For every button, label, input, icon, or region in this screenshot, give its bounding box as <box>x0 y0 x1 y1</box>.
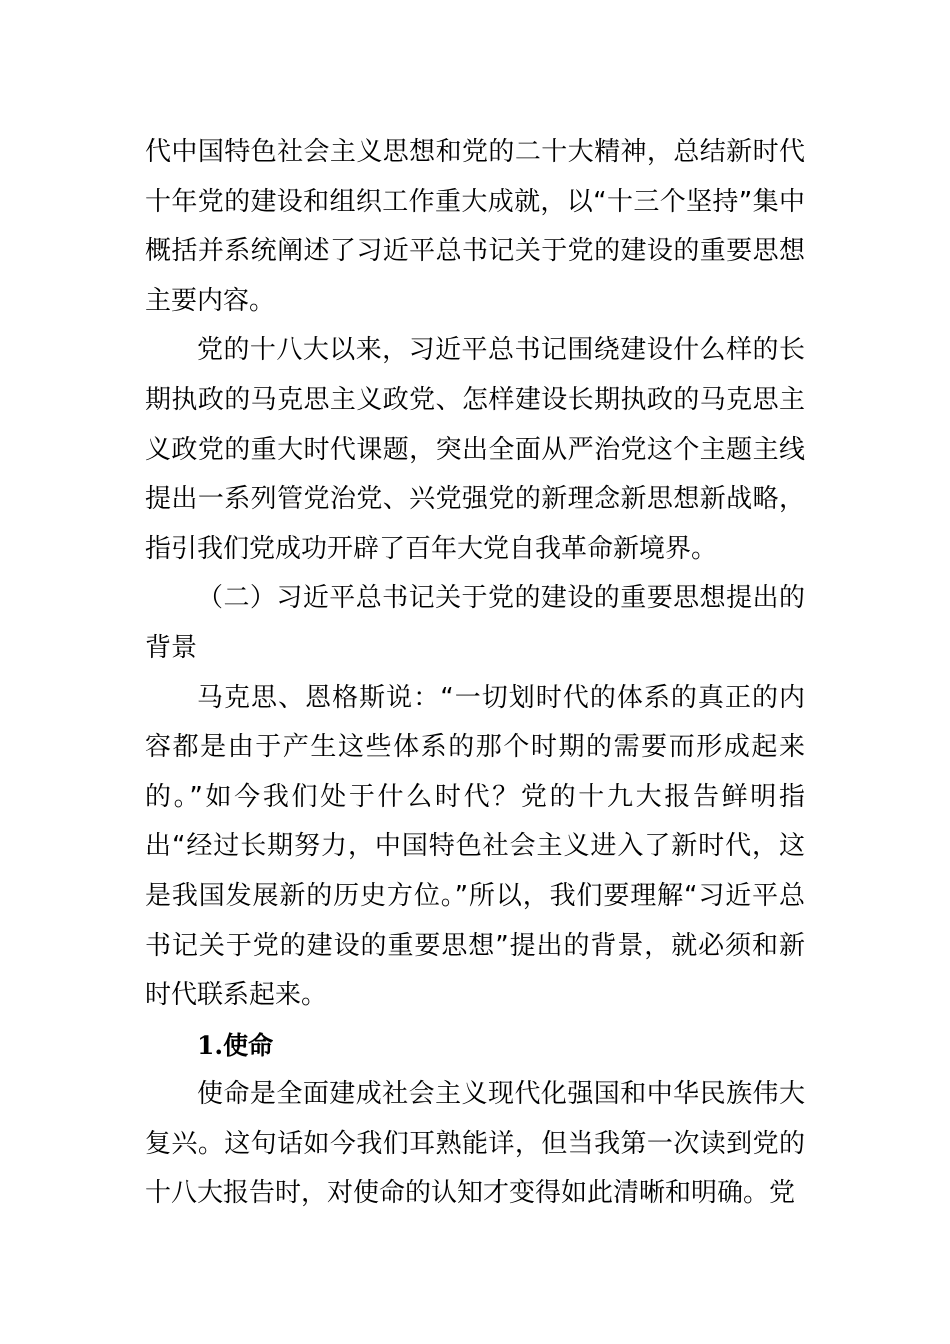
document-body <box>145 128 805 1219</box>
paragraph-mission: 使命是全面建成社会主义现代化强国和中华民族伟大复兴。这句话如今我们耳熟能详，但当我第一次读到党的十八大报告时，对使命的认知才变得如此清晰和明确。党 <box>145 1079 805 1209</box>
paragraph-marx-engels-quote: 马克思、恩格斯说：“一切划时代的体系的真正的内容都是由于产生这些体系的那个时期的需要而形成起来的。”如今我们处于什么时代？党的十九大报告鲜明指出“经过长期努力，中国特色社会主义进入了新时代，这是我国发展新的历史方位。”所以，我们要理解“习近平总书记关于党的建设的重要思想”提出的背景，就必须和新时代联系起来。 <box>145 682 805 1011</box>
paragraph-since-18th-congress: 党的十八大以来，习近平总书记围绕建设什么样的长期执政的马克思主义政党、怎样建设长期执政的马克思主义政党的重大时代课题，突出全面从严治党这个主题主线提出一系列管党治党、兴党强党的新理念新思想新战略，指引我们党成功开辟了百年大党自我革命新境界。 <box>145 335 805 564</box>
subheading-mission: 1.使命 <box>197 1030 274 1060</box>
paragraph-continuation: 代中国特色社会主义思想和党的二十大精神，总结新时代十年党的建设和组织工作重大成就，以“十三个坚持”集中概括并系统阐述了习近平总书记关于党的建设的重要思想主要内容。 <box>145 137 805 316</box>
section-heading-background: （二）习近平总书记关于党的建设的重要思想提出的背景 <box>145 583 805 663</box>
